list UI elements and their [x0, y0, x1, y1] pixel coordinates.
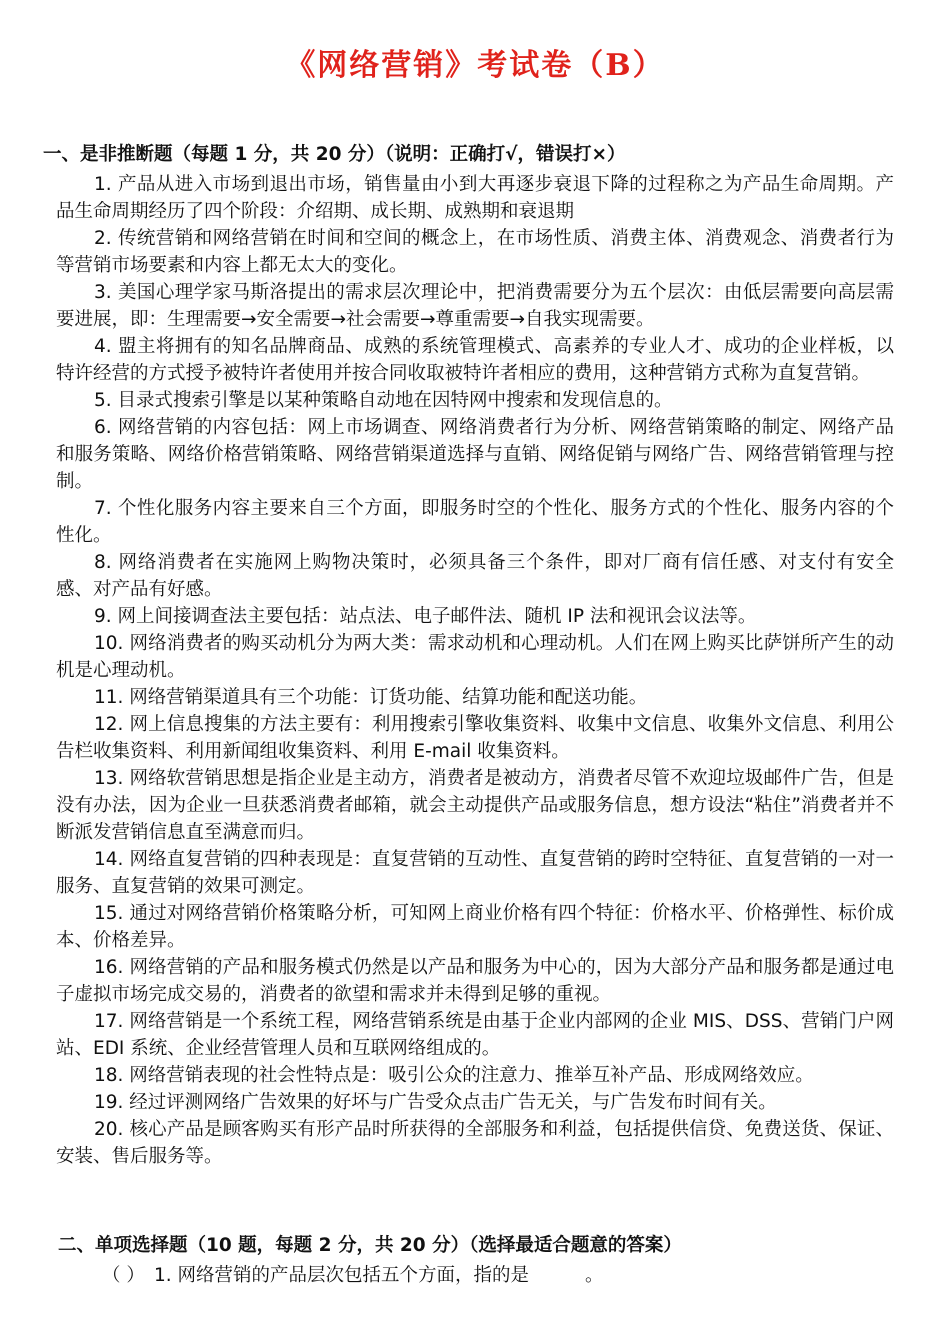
- question-item: 16. 网络营销的产品和服务模式仍然是以产品和服务为中心的，因为大部分产品和服务都是通过电子虚拟市场完成交易的，消费者的欲望和需求并未得到足够的重视。: [56, 957, 894, 1005]
- answer-blank-paren[interactable]: （ ）: [102, 1265, 145, 1286]
- section1-items: [56, 171, 894, 1170]
- question-item: 11. 网络营销渠道具有三个功能：订货功能、结算功能和配送功能。: [94, 687, 648, 708]
- question-item: 13. 网络软营销思想是指企业是主动方，消费者是被动方，消费者尽管不欢迎垃圾邮件广告，但是没有办法，因为企业一旦获悉消费者邮箱，就会主动提供产品或服务信息，想方设法“粘住”消费者并不断派发营销信息直至满意而归。: [56, 768, 894, 843]
- question-item: 9. 网上间接调查法主要包括：站点法、电子邮件法、随机 IP 法和视讯会议法等。: [94, 606, 757, 627]
- question-item: 12. 网上信息搜集的方法主要有：利用搜索引擎收集资料、收集中文信息、收集外文信息、利用公告栏收集资料、利用新闻组收集资料、利用 E-mail 收集资料。: [56, 714, 894, 762]
- question-item: 18. 网络营销表现的社会性特点是：吸引公众的注意力、推举互补产品、形成网络效应。: [94, 1065, 814, 1086]
- section1-heading: 一、是非推断题（每题 1 分，共 20 分）（说明：正确打√，错误打×）: [43, 144, 626, 165]
- question-item: 3. 美国心理学家马斯洛提出的需求层次理论中，把消费需要分为五个层次：由低层需要向高层需要进展，即：生理需要→安全需要→社会需要→尊重需要→自我实现需要。: [56, 282, 894, 330]
- mcq-question-1: [102, 1262, 604, 1289]
- question-item: 17. 网络营销是一个系统工程，网络营销系统是由基于企业内部网的企业 MIS、DSS、营销门户网站、EDI 系统、企业经营管理人员和互联网络组成的。: [56, 1011, 894, 1059]
- question-item: 6. 网络营销的内容包括：网上市场调查、网络消费者行为分析、网络营销策略的制定、网络产品和服务策略、网络价格营销策略、网络营销渠道选择与直销、网络促销与网络广告、网络营销管理与控制。: [56, 417, 894, 492]
- section2-heading: 二、单项选择题（10 题，每题 2 分，共 20 分）（选择最适合题意的答案）: [58, 1235, 682, 1256]
- question-item: 8. 网络消费者在实施网上购物决策时，必须具备三个条件，即对厂商有信任感、对支付有安全感、对产品有好感。: [56, 552, 894, 600]
- question-item: 1. 产品从进入市场到退出市场，销售量由小到大再逐步衰退下降的过程称之为产品生命周期。产品生命周期经历了四个阶段：介绍期、成长期、成熟期和衰退期: [56, 174, 894, 222]
- question-item: 19. 经过评测网络广告效果的好坏与广告受众点击广告无关，与广告发布时间有关。: [94, 1092, 777, 1113]
- question-item: 4. 盟主将拥有的知名品牌商品、成熟的系统管理模式、高素养的专业人才、成功的企业样板，以特许经营的方式授予被特许者使用并按合同收取被特许者相应的费用，这种营销方式称为直复营销。: [56, 336, 894, 384]
- question-item: 15. 通过对网络营销价格策略分析，可知网上商业价格有四个特征：价格水平、价格弹性、标价成本、价格差异。: [56, 903, 894, 951]
- exam-title: 《网络营销》考试卷（B）: [285, 48, 665, 83]
- question-item: 2. 传统营销和网络营销在时间和空间的概念上，在市场性质、消费主体、消费观念、消费者行为等营销市场要素和内容上都无太大的变化。: [56, 228, 894, 276]
- question-item: 10. 网络消费者的购买动机分为两大类：需求动机和心理动机。人们在网上购买比萨饼所产生的动机是心理动机。: [56, 633, 894, 681]
- mcq-question-end: 。: [585, 1265, 604, 1286]
- question-item: 20. 核心产品是顾客购买有形产品时所获得的全部服务和利益，包括提供信贷、免费送货、保证、安装、售后服务等。: [56, 1119, 894, 1167]
- question-item: 7. 个性化服务内容主要来自三个方面，即服务时空的个性化、服务方式的个性化、服务内容的个性化。: [56, 498, 894, 546]
- question-item: 14. 网络直复营销的四种表现是：直复营销的互动性、直复营销的跨时空特征、直复营销的一对一服务、直复营销的效果可测定。: [56, 849, 894, 897]
- mcq-question-text: 1. 网络营销的产品层次包括五个方面，指的是: [154, 1265, 530, 1286]
- question-item: 5. 目录式搜索引擎是以某种策略自动地在因特网中搜索和发现信息的。: [94, 390, 673, 411]
